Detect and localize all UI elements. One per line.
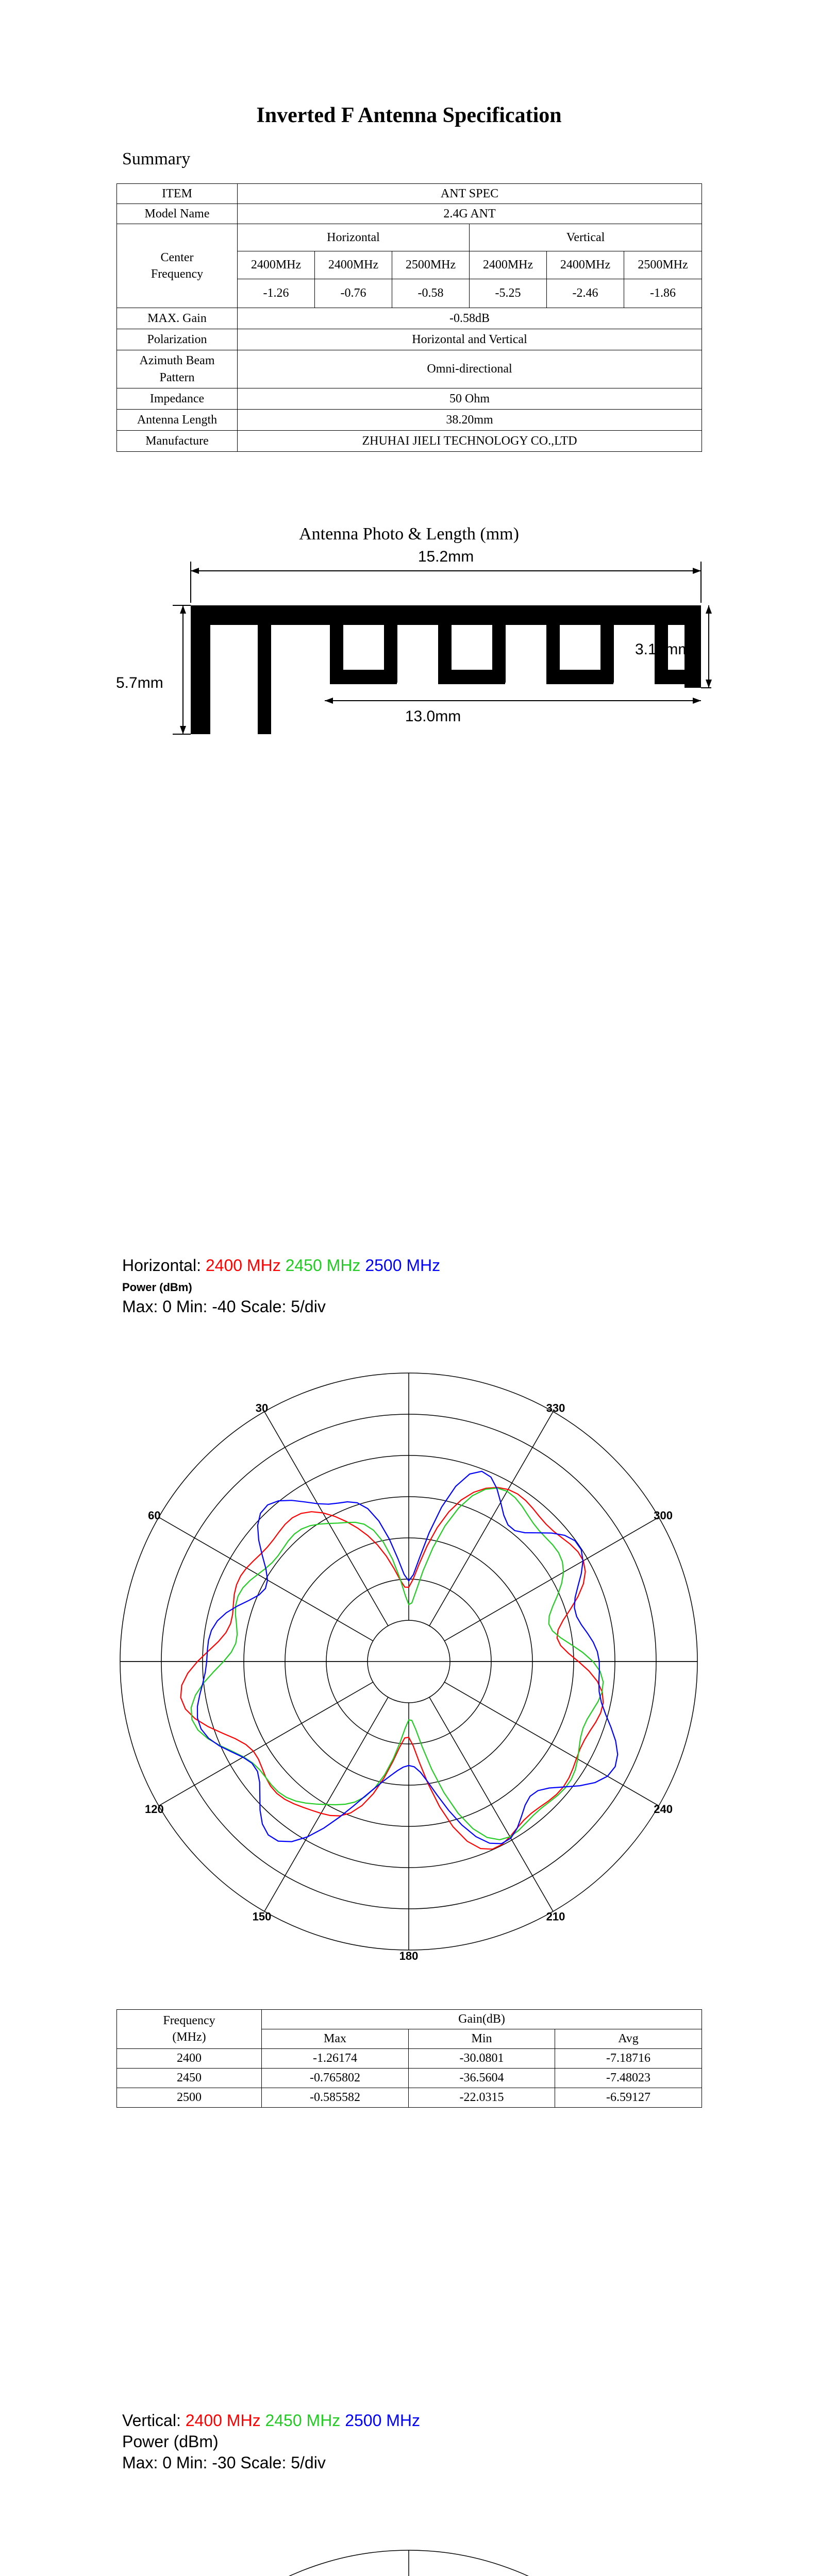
angle-label: 30 [255, 1401, 269, 1415]
freq-value-cell: -0.58 [392, 279, 470, 308]
freq-value-cell: -1.86 [624, 279, 702, 308]
antenna-photo-title: Antenna Photo & Length (mm) [299, 524, 519, 544]
vertical-polar-plot [118, 2548, 700, 2576]
dim-right-label: 3.14mm [635, 641, 691, 658]
freq-cell: 2400MHz [315, 251, 392, 279]
legend-2500: 2500 MHz [365, 1256, 441, 1275]
freq-value-cell: -0.76 [315, 279, 392, 308]
angle-label: 240 [654, 1803, 673, 1816]
angle-label: 210 [546, 1910, 565, 1923]
horizontal-gain-table [116, 2009, 702, 2108]
dim-top-label: 15.2mm [418, 548, 474, 565]
horizontal-power-label: Power (dBm) [122, 1281, 192, 1294]
angle-label: 60 [148, 1509, 161, 1522]
angle-label: 300 [654, 1509, 673, 1522]
pattern-trace-2500 [197, 1471, 617, 1844]
angle-label: 120 [145, 1803, 164, 1816]
horizontal-polar-plot [118, 1370, 700, 1962]
max-gain-value: -0.58dB [238, 308, 702, 329]
legend-2450: 2450 MHz [265, 2411, 341, 2430]
grid-spoke [159, 1682, 373, 1806]
spec-table [116, 183, 702, 452]
horizontal-label: Horizontal: [122, 1256, 201, 1275]
ant-spec-header: ANT SPEC [238, 184, 702, 204]
freq-cell: 2500MHz [392, 251, 470, 279]
vertical-header: Vertical [470, 224, 702, 251]
gain-header: Gain(dB) [262, 2010, 702, 2029]
vertical-label: Vertical: [122, 2411, 181, 2430]
antenna-drawing [103, 546, 711, 752]
freq-cell: 2500MHz [624, 251, 702, 279]
horizontal-legend [122, 1256, 440, 1275]
freq-cell: 2400MHz [547, 251, 624, 279]
horizontal-scale-label: Max: 0 Min: -40 Scale: 5/div [122, 1297, 326, 1316]
angle-label: 150 [252, 1910, 272, 1923]
freq-cell: 2400MHz [238, 251, 315, 279]
max-col-header: Max [262, 2029, 409, 2049]
horizontal-header: Horizontal [238, 224, 470, 251]
grid-spoke [429, 1697, 553, 1911]
document-title: Inverted F Antenna Specification [256, 104, 562, 127]
grid-spoke [159, 1517, 373, 1641]
impedance-label: Impedance [117, 388, 238, 410]
pattern-trace-2450 [191, 1488, 603, 1840]
legend-2400: 2400 MHz [185, 2411, 261, 2430]
freq-header: Frequency (MHz) [117, 2010, 262, 2049]
azimuth-label: Azimuth Beam Pattern [117, 350, 238, 388]
freq-value-cell: -1.26 [238, 279, 315, 308]
freq-value-cell: -5.25 [470, 279, 547, 308]
legend-2400: 2400 MHz [205, 1256, 281, 1275]
avg-col-header: Avg [555, 2029, 702, 2049]
antenna-length-label: Antenna Length [117, 410, 238, 431]
table-row: 2500 -0.585582 -22.0315 -6.59127 [117, 2088, 702, 2108]
azimuth-value: Omni-directional [238, 350, 702, 388]
model-name-label: Model Name [117, 204, 238, 224]
center-frequency-label: Center Frequency [117, 224, 238, 308]
grid-spoke [444, 1682, 659, 1806]
vertical-scale-label: Max: 0 Min: -30 Scale: 5/div [122, 2453, 326, 2472]
vertical-power-label: Power (dBm) [122, 2432, 219, 2451]
table-row: 2400 -1.26174 -30.0801 -7.18716 [117, 2049, 702, 2069]
angle-label: 180 [399, 1950, 419, 1962]
polar-grid [120, 2550, 697, 2576]
freq-cell: 2400MHz [470, 251, 547, 279]
model-name-value: 2.4G ANT [238, 204, 702, 224]
table-row: 2450 -0.765802 -36.5604 -7.48023 [117, 2069, 702, 2088]
dim-left-label: 5.7mm [116, 674, 163, 691]
angle-label: 330 [546, 1401, 565, 1415]
manufacture-label: Manufacture [117, 431, 238, 452]
dim-bottom-label: 13.0mm [405, 708, 461, 725]
polarization-label: Polarization [117, 329, 238, 350]
legend-2500: 2500 MHz [345, 2411, 421, 2430]
manufacture-value: ZHUHAI JIELI TECHNOLOGY CO.,LTD [238, 431, 702, 452]
freq-value-cell: -2.46 [547, 279, 624, 308]
min-col-header: Min [409, 2029, 555, 2049]
polarization-value: Horizontal and Vertical [238, 329, 702, 350]
grid-spoke [444, 1517, 659, 1641]
item-header: ITEM [117, 184, 238, 204]
max-gain-label: MAX. Gain [117, 308, 238, 329]
impedance-value: 50 Ohm [238, 388, 702, 410]
grid-spoke [429, 1412, 553, 1626]
vertical-legend [122, 2411, 420, 2430]
legend-2450: 2450 MHz [285, 1256, 361, 1275]
summary-heading: Summary [122, 149, 191, 168]
grid-spoke [264, 1412, 388, 1626]
antenna-length-value: 38.20mm [238, 410, 702, 431]
